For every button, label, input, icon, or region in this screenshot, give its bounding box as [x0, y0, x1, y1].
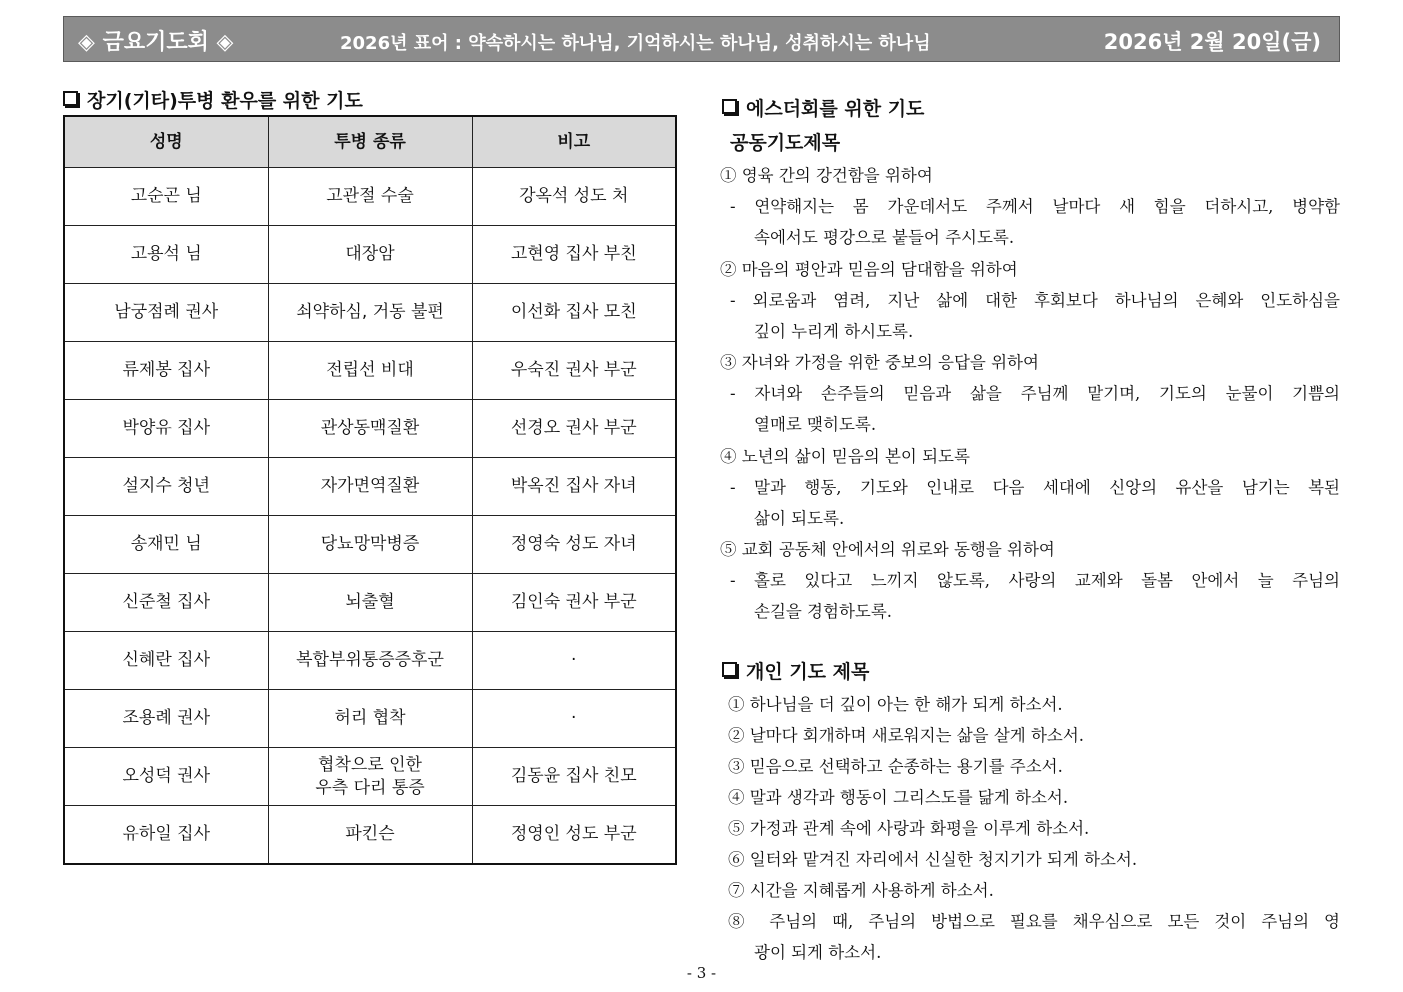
personal-prayer-item: ⑤ 가정과 관계 속에 사랑과 화평을 이루게 하소서.: [728, 819, 1090, 838]
checkbox-icon: [722, 662, 737, 677]
sick-table: [63, 115, 677, 865]
prayer-point: ④ 노년의 삶이 믿음의 본이 되도록: [720, 447, 970, 466]
table-row: [64, 632, 676, 690]
cell-illness: [268, 748, 472, 806]
table-row: [64, 690, 676, 748]
column-header-illness: 투병 종류: [268, 116, 472, 168]
personal-prayer-item: ③ 믿음으로 선택하고 순종하는 용기를 주소서.: [728, 757, 1063, 776]
prayer-detail-cont: 깊이 누리게 하시도록.: [754, 322, 914, 341]
cell-note: ·: [472, 632, 676, 690]
header-bar: [63, 16, 1340, 62]
cell-name: 신준철 집사: [64, 574, 268, 632]
personal-prayer-item-cont: 광이 되게 하소서.: [754, 943, 882, 962]
cell-note: 이선화 집사 모친: [472, 284, 676, 342]
table-row: [64, 748, 676, 806]
cell-note: 정영숙 성도 자녀: [472, 516, 676, 574]
cell-note: 정영인 성도 부군: [472, 806, 676, 865]
cell-name: 송재민 님: [64, 516, 268, 574]
cell-note: 고현영 집사 부친: [472, 226, 676, 284]
prayer-point: ③ 자녀와 가정을 위한 중보의 응답을 위하여: [720, 353, 1039, 372]
esther-section-title: [722, 94, 924, 121]
cell-note: 박옥진 집사 자녀: [472, 458, 676, 516]
cell-note: 우숙진 권사 부군: [472, 342, 676, 400]
sick-section-title: [63, 86, 363, 113]
cell-illness: 파킨슨: [268, 806, 472, 865]
cell-name: 유하일 집사: [64, 806, 268, 865]
cell-illness-line2: 우측 다리 통증: [315, 777, 425, 798]
column-header-note: 비고: [472, 116, 676, 168]
cell-illness: 전립선 비대: [268, 342, 472, 400]
personal-section-title-text: 개인 기도 제목: [746, 661, 870, 683]
cell-name: 류제봉 집사: [64, 342, 268, 400]
table-row: [64, 284, 676, 342]
cell-name: 박양유 집사: [64, 400, 268, 458]
personal-prayer-item: ⑦ 시간을 지혜롭게 사용하게 하소서.: [728, 881, 994, 900]
cell-illness: 대장암: [268, 226, 472, 284]
cell-note: 김동윤 집사 친모: [472, 748, 676, 806]
table-row: [64, 342, 676, 400]
prayer-point: ② 마음의 평안과 믿음의 담대함을 위하여: [720, 260, 1018, 279]
cell-name: 고용석 님: [64, 226, 268, 284]
prayer-detail-cont: 속에서도 평강으로 붙들어 주시도록.: [754, 228, 1015, 247]
table-row: [64, 574, 676, 632]
table-row: [64, 806, 676, 865]
cell-name: 남궁점례 권사: [64, 284, 268, 342]
cell-illness: 허리 협착: [268, 690, 472, 748]
year-motto: 2026년 표어 : 약속하시는 하나님, 기억하시는 하나님, 성취하시는 하나님: [340, 33, 931, 54]
table-row: [64, 226, 676, 284]
cell-note: 김인숙 권사 부군: [472, 574, 676, 632]
cell-illness: 뇌출혈: [268, 574, 472, 632]
prayer-detail: - 연약해지는 몸 가운데서도 주께서 날마다 새 힘을 더하시고, 병약함: [730, 197, 1340, 216]
cell-name: 오성덕 권사: [64, 748, 268, 806]
checkbox-icon: [722, 99, 737, 114]
prayer-point: ① 영육 간의 강건함을 위하여: [720, 166, 933, 185]
prayer-detail-cont: 손길을 경험하도록.: [754, 602, 893, 621]
prayer-detail: - 말과 행동, 기도와 인내로 다음 세대에 신앙의 유산을 남기는 복된: [730, 478, 1340, 497]
personal-prayer-item: ⑥ 일터와 맡겨진 자리에서 신실한 청지기가 되게 하소서.: [728, 850, 1138, 869]
cell-illness: 자가면역질환: [268, 458, 472, 516]
esther-section-title-text: 에스더회를 위한 기도: [746, 98, 925, 120]
bulletin-title: ◈ 금요기도회 ◈: [78, 30, 234, 55]
bulletin-date: 2026년 2월 20일(금): [1103, 30, 1321, 54]
cell-illness-line1: 협착으로 인한: [318, 754, 422, 775]
table-row: [64, 400, 676, 458]
sick-section-title-text: 장기(기타)투병 환우를 위한 기도: [87, 90, 363, 112]
prayer-detail: - 홀로 있다고 느끼지 않도록, 사랑의 교제와 돌봄 안에서 늘 주님의: [730, 571, 1340, 590]
personal-prayer-item: ⑧ 주님의 때, 주님의 방법으로 필요를 채우심으로 모든 것이 주님의 영: [728, 912, 1340, 931]
cell-note: ·: [472, 690, 676, 748]
prayer-detail-cont: 삶이 되도록.: [754, 509, 845, 528]
cell-illness: 고관절 수술: [268, 168, 472, 226]
table-row: [64, 168, 676, 226]
cell-name: 설지수 청년: [64, 458, 268, 516]
personal-section-title: [722, 657, 869, 684]
checkbox-icon: [63, 91, 78, 106]
cell-illness: 당뇨망막병증: [268, 516, 472, 574]
prayer-detail-cont: 열매로 맺히도록.: [754, 415, 877, 434]
personal-prayer-item: ② 날마다 회개하며 새로워지는 삶을 살게 하소서.: [728, 726, 1085, 745]
table-row: [64, 458, 676, 516]
cell-name: 신혜란 집사: [64, 632, 268, 690]
cell-note: 선경오 권사 부군: [472, 400, 676, 458]
personal-prayer-item: ① 하나님을 더 깊이 아는 한 해가 되게 하소서.: [728, 695, 1063, 714]
prayer-point: ⑤ 교회 공동체 안에서의 위로와 동행을 위하여: [720, 540, 1055, 559]
column-header-name: 성명: [64, 116, 268, 168]
table-row: [64, 516, 676, 574]
cell-illness: 복합부위통증증후군: [268, 632, 472, 690]
cell-illness: 관상동맥질환: [268, 400, 472, 458]
table-header-row: [64, 116, 676, 168]
personal-prayer-item: ④ 말과 생각과 행동이 그리스도를 닮게 하소서.: [728, 788, 1069, 807]
page-number: - 3 -: [686, 964, 717, 982]
cell-name: 고순곤 님: [64, 168, 268, 226]
cell-note: 강옥석 성도 처: [472, 168, 676, 226]
cell-illness: 쇠약하심, 거동 불편: [268, 284, 472, 342]
prayer-detail: - 외로움과 염려, 지난 삶에 대한 후회보다 하나님의 은혜와 인도하심을: [730, 291, 1340, 310]
prayer-detail: - 자녀와 손주들의 믿음과 삶을 주님께 맡기며, 기도의 눈물이 기쁨의: [730, 384, 1340, 403]
cell-name: 조용례 권사: [64, 690, 268, 748]
esther-subtitle: 공동기도제목: [730, 132, 841, 154]
